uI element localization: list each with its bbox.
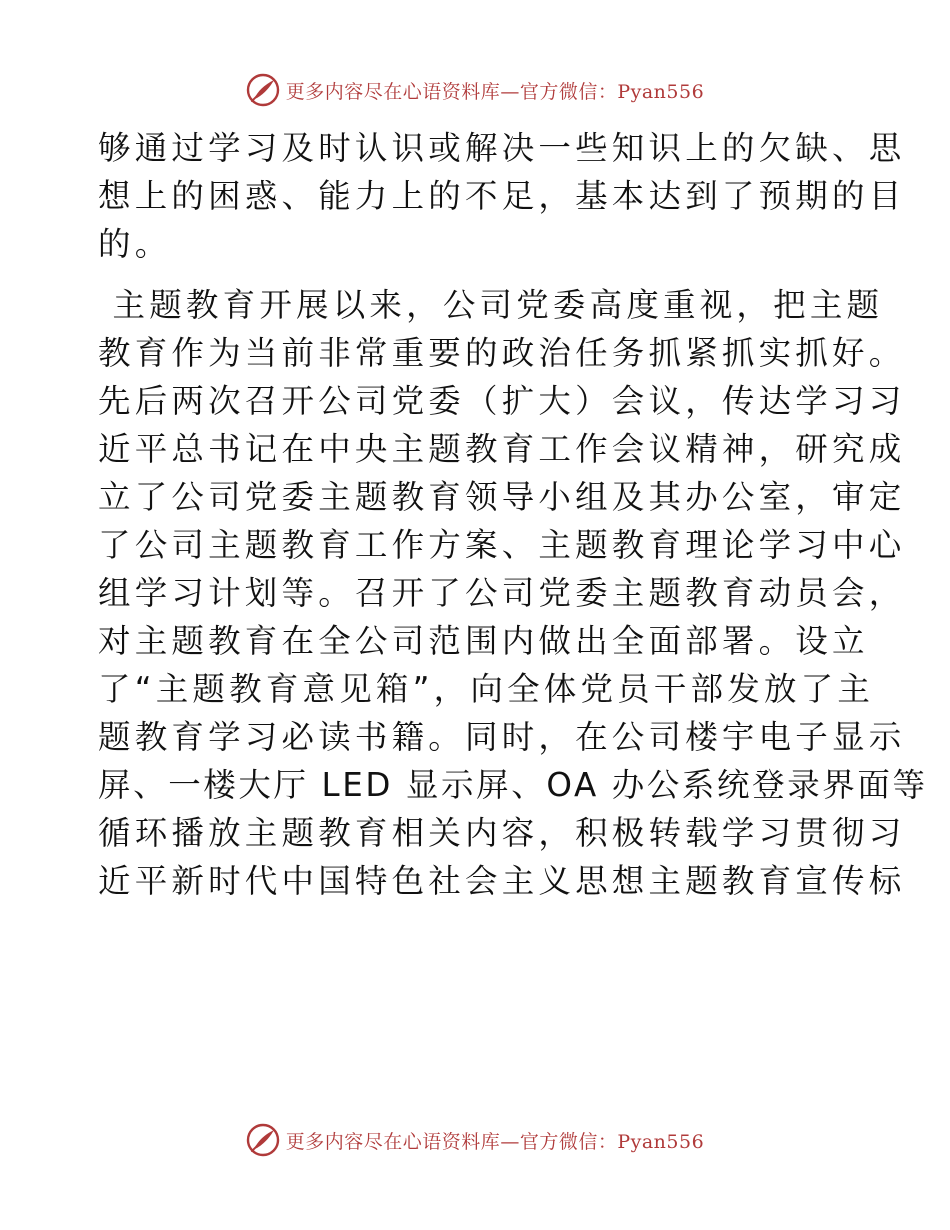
text-line: 对主题教育在全公司范围内做出全面部署。设立	[98, 622, 869, 660]
watermark-dash: —	[500, 1130, 520, 1153]
text-line: 立了公司党委主题教育领导小组及其办公室，审定	[98, 478, 906, 516]
watermark-dash: —	[500, 80, 520, 103]
paragraph-2	[98, 281, 928, 905]
text-line: 主题教育开展以来，公司党委高度重视，把主题	[98, 286, 884, 324]
text-line: 近平新时代中国特色社会主义思想主题教育宣传标	[98, 862, 906, 900]
watermark-inner	[246, 73, 704, 107]
paragraph-1	[98, 124, 906, 268]
text-line: 题教育学习必读书籍。同时，在公司楼宇电子显示	[98, 718, 906, 756]
text-line: 近平总书记在中央主题教育工作会议精神，研究成	[98, 430, 906, 468]
text-line: 了“主题教育意见箱”，向全体党员干部发放了主	[98, 670, 875, 708]
text-line: 循环播放主题教育相关内容，积极转载学习贯彻习	[98, 814, 906, 852]
text-line: 屏、一楼大厅 LED 显示屏、OA 办公系统登录界面等	[98, 766, 928, 804]
watermark-contact-id: Pyan556	[617, 1130, 705, 1153]
watermark-contact-label: 官方微信：	[519, 80, 618, 103]
header-watermark	[0, 70, 950, 110]
text-line: 够通过学习及时认识或解决一些知识上的欠缺、思	[98, 129, 906, 167]
watermark-site-text: 更多内容尽在心语资料库	[285, 80, 501, 103]
paragraph-gap	[98, 268, 858, 281]
watermark-inner	[246, 1123, 704, 1157]
watermark-contact-label: 官方微信：	[519, 1130, 618, 1153]
document-body	[98, 124, 928, 905]
watermark-contact-id: Pyan556	[617, 80, 705, 103]
text-line: 教育作为当前非常重要的政治任务抓紧抓实抓好。	[98, 334, 906, 372]
text-line: 组学习计划等。召开了公司党委主题教育动员会，	[98, 574, 906, 612]
footer-watermark	[0, 1120, 950, 1160]
quill-logo-icon	[246, 1123, 280, 1157]
text-line: 的。	[98, 225, 172, 263]
quill-logo-icon	[246, 73, 280, 107]
watermark-text	[286, 77, 704, 104]
text-line: 了公司主题教育工作方案、主题教育理论学习中心	[98, 526, 906, 564]
text-line: 先后两次召开公司党委（扩大）会议，传达学习习	[98, 382, 906, 420]
watermark-site-text: 更多内容尽在心语资料库	[285, 1130, 501, 1153]
text-line: 想上的困惑、能力上的不足，基本达到了预期的目	[98, 177, 906, 215]
watermark-text	[286, 1127, 704, 1154]
